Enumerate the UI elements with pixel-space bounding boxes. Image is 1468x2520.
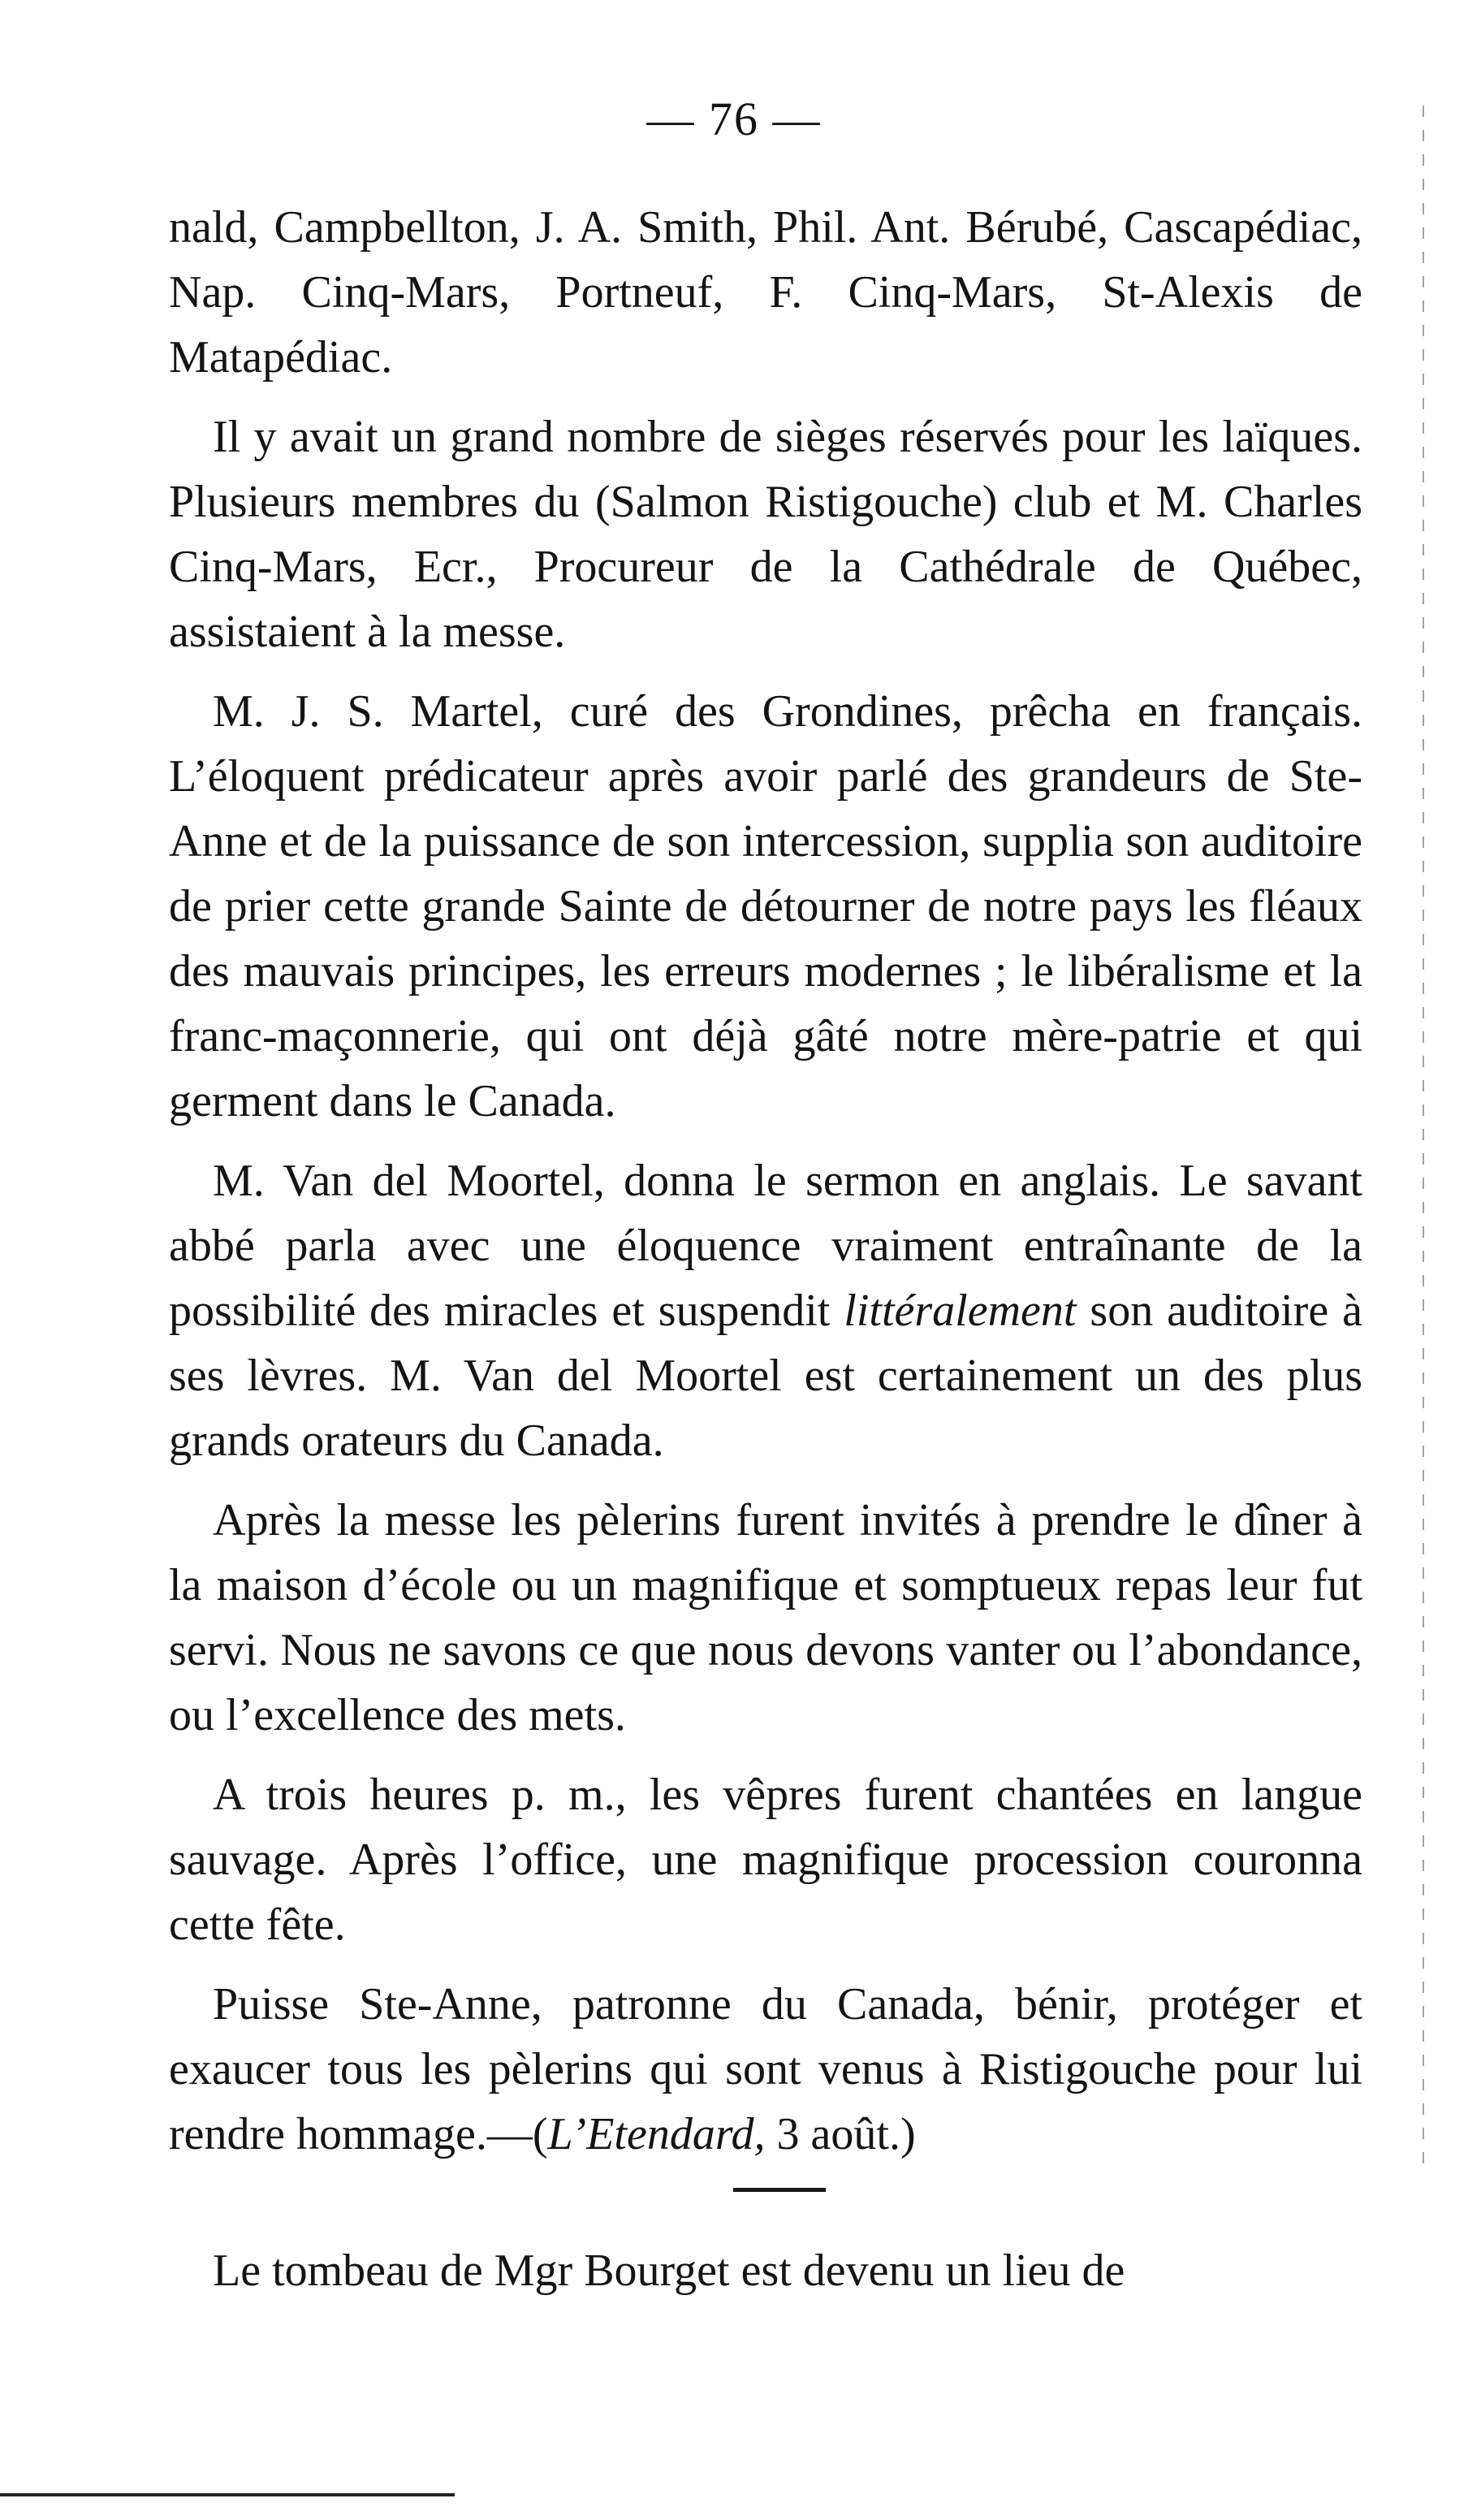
separator-rule <box>733 2188 826 2192</box>
paragraph-vespers: A trois heures p. m., les vêpres furent chantées en langue sauvage. Après l’office, une magnifique procession couronna cette fête. <box>169 1770 1362 1950</box>
paragraph-dinner: Après la messe les pèlerins furent invités à prendre le dîner à la maison d’école ou un magnifique et somptueux repas leur fut servi. Nous ne savons ce que nous devons vanter ou l’abondance, ou l’excellence des mets. <box>169 1495 1362 1740</box>
separator-area <box>169 2167 1362 2224</box>
paragraph-moortel-sermon <box>169 1148 1362 1473</box>
source-etendard: L’Etendard, <box>547 2109 766 2159</box>
paragraph-blessing <box>169 1972 1362 2167</box>
paragraph-continued: nald, Campbellton, J. A. Smith, Phil. Ant. Bérubé, Cascapédiac, Nap. Cinq-Mars, Portneuf, F. Cinq-Mars, St-Alexis de Matapédiac. <box>169 202 1362 383</box>
body-text <box>169 195 1362 2303</box>
paragraph-moortel-text-a: M. Van del Moortel, donna le sermon en anglais. Le savant abbé parla avec une éloquence vraiment entraînante de la possibilité des miracles et suspendit <box>169 1156 1362 1336</box>
italic-word-litteralement: littéralement <box>844 1286 1077 1336</box>
paragraph-martel-sermon: M. J. S. Martel, curé des Grondines, prêcha en français. L’éloquent prédicateur après avoir parlé des grandeurs de Ste-Anne et de la puissance de son intercession, supplia son auditoire de prier cette grande Sainte de détourner de notre pays les fléaux des mauvais principes, les erreurs modernes ; le libéralisme et la franc-maçonnerie, qui ont déjà gâté notre mère-patrie et qui germent dans le Canada. <box>169 686 1362 1126</box>
paragraph-bourget-tomb: Le tombeau de Mgr Bourget est devenu un lieu de <box>213 2246 1125 2296</box>
paragraph-blessing-text-a: Puisse Ste-Anne, patronne du Canada, bénir, protéger et exaucer tous les pèlerins qui sont venus à Ristigouche pour lui rendre hommage.—( <box>169 1979 1362 2159</box>
paragraph-blessing-text-b: 3 août.) <box>765 2109 916 2159</box>
paragraph-seats: Il y avait un grand nombre de sièges réservés pour les laïques. Plusieurs membres du (Salmon Ristigouche) club et M. Charles Cinq-Mars, Ecr., Procureur de la Cathédrale de Québec, assistaient à la messe. <box>169 412 1362 657</box>
bottom-edge-rule <box>0 2493 455 2496</box>
margin-rule <box>1423 106 1424 2176</box>
paragraph-moortel-text-b: son auditoire à ses lèvres. M. Van del Moortel est certainement un des plus grands orateurs du Canada. <box>169 1286 1362 1466</box>
page-number: — 76 — <box>646 93 822 145</box>
